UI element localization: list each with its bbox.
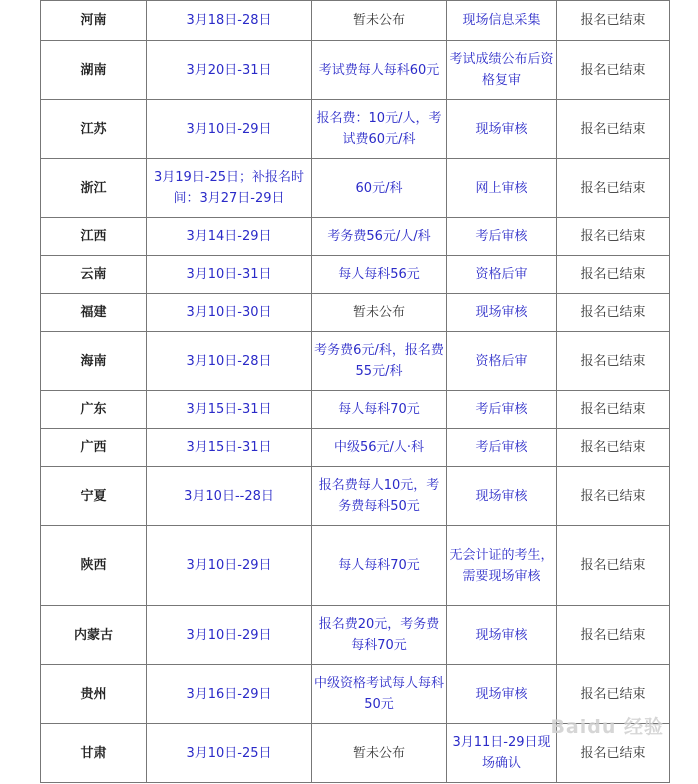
table-row: [41, 724, 670, 783]
province-cell: 贵州: [41, 665, 147, 724]
review-method-cell: 资格后审: [447, 256, 557, 294]
table-row: [41, 332, 670, 391]
province-cell: 江苏: [41, 100, 147, 159]
table-row: [41, 256, 670, 294]
registration-date-cell: 3月18日-28日: [147, 1, 312, 41]
province-cell: 湖南: [41, 41, 147, 100]
status-cell: 报名已结束: [557, 467, 670, 526]
table-row: [41, 526, 670, 606]
fee-cell: 暂未公布: [312, 1, 447, 41]
table-body: [41, 1, 670, 783]
table-row: [41, 429, 670, 467]
review-method-cell: 现场审核: [447, 606, 557, 665]
status-cell: 报名已结束: [557, 606, 670, 665]
review-method-cell: 现场审核: [447, 467, 557, 526]
table-row: [41, 218, 670, 256]
fee-cell: 60元/科: [312, 159, 447, 218]
fee-cell: 报名费每人10元，考务费每科50元: [312, 467, 447, 526]
status-cell: 报名已结束: [557, 724, 670, 783]
registration-date-cell: 3月19日-25日；补报名时间：3月27日-29日: [147, 159, 312, 218]
fee-cell: 报名费：10元/人，考试费60元/科: [312, 100, 447, 159]
registration-date-cell: 3月20日-31日: [147, 41, 312, 100]
status-cell: 报名已结束: [557, 526, 670, 606]
province-cell: 陕西: [41, 526, 147, 606]
province-cell: 广西: [41, 429, 147, 467]
table-row: [41, 665, 670, 724]
fee-cell: 中级56元/人·科: [312, 429, 447, 467]
province-cell: 浙江: [41, 159, 147, 218]
status-cell: 报名已结束: [557, 665, 670, 724]
review-method-cell: 现场审核: [447, 665, 557, 724]
registration-date-cell: 3月10日-29日: [147, 100, 312, 159]
review-method-cell: 现场信息采集: [447, 1, 557, 41]
review-method-cell: 现场审核: [447, 294, 557, 332]
review-method-cell: 考后审核: [447, 218, 557, 256]
registration-date-cell: 3月10日-29日: [147, 606, 312, 665]
fee-cell: 中级资格考试每人每科50元: [312, 665, 447, 724]
registration-date-cell: 3月16日-29日: [147, 665, 312, 724]
table-row: [41, 391, 670, 429]
registration-date-cell: 3月15日-31日: [147, 429, 312, 467]
registration-date-cell: 3月10日-28日: [147, 332, 312, 391]
status-cell: 报名已结束: [557, 159, 670, 218]
province-cell: 甘肃: [41, 724, 147, 783]
review-method-cell: 无会计证的考生，需要现场审核: [447, 526, 557, 606]
fee-cell: 暂未公布: [312, 294, 447, 332]
registration-date-cell: 3月14日-29日: [147, 218, 312, 256]
review-method-cell: 考试成绩公布后资格复审: [447, 41, 557, 100]
fee-cell: 考务费56元/人/科: [312, 218, 447, 256]
table-row: [41, 467, 670, 526]
status-cell: 报名已结束: [557, 100, 670, 159]
status-cell: 报名已结束: [557, 294, 670, 332]
table-row: [41, 159, 670, 218]
province-cell: 江西: [41, 218, 147, 256]
status-cell: 报名已结束: [557, 256, 670, 294]
fee-cell: 每人每科70元: [312, 526, 447, 606]
review-method-cell: 现场审核: [447, 100, 557, 159]
province-cell: 云南: [41, 256, 147, 294]
registration-date-cell: 3月10日-30日: [147, 294, 312, 332]
status-cell: 报名已结束: [557, 1, 670, 41]
status-cell: 报名已结束: [557, 429, 670, 467]
fee-cell: 考务费6元/科，报名费55元/科: [312, 332, 447, 391]
review-method-cell: 资格后审: [447, 332, 557, 391]
exam-registration-table: [40, 0, 670, 783]
table-row: [41, 1, 670, 41]
province-cell: 广东: [41, 391, 147, 429]
status-cell: 报名已结束: [557, 41, 670, 100]
province-cell: 内蒙古: [41, 606, 147, 665]
review-method-cell: 考后审核: [447, 391, 557, 429]
status-cell: 报名已结束: [557, 332, 670, 391]
review-method-cell: 网上审核: [447, 159, 557, 218]
table-row: [41, 294, 670, 332]
review-method-cell: 3月11日-29日现场确认: [447, 724, 557, 783]
registration-date-cell: 3月10日-25日: [147, 724, 312, 783]
fee-cell: 报名费20元，考务费每科70元: [312, 606, 447, 665]
review-method-cell: 考后审核: [447, 429, 557, 467]
table-row: [41, 606, 670, 665]
registration-date-cell: 3月10日-31日: [147, 256, 312, 294]
registration-date-cell: 3月15日-31日: [147, 391, 312, 429]
table-row: [41, 100, 670, 159]
watermark-text: Baidu 经验: [550, 716, 664, 738]
province-cell: 海南: [41, 332, 147, 391]
status-cell: 报名已结束: [557, 391, 670, 429]
province-cell: 福建: [41, 294, 147, 332]
registration-date-cell: 3月10日--28日: [147, 467, 312, 526]
fee-cell: 暂未公布: [312, 724, 447, 783]
registration-date-cell: 3月10日-29日: [147, 526, 312, 606]
fee-cell: 每人每科70元: [312, 391, 447, 429]
fee-cell: 考试费每人每科60元: [312, 41, 447, 100]
status-cell: 报名已结束: [557, 218, 670, 256]
fee-cell: 每人每科56元: [312, 256, 447, 294]
province-cell: 河南: [41, 1, 147, 41]
province-cell: 宁夏: [41, 467, 147, 526]
table-row: [41, 41, 670, 100]
